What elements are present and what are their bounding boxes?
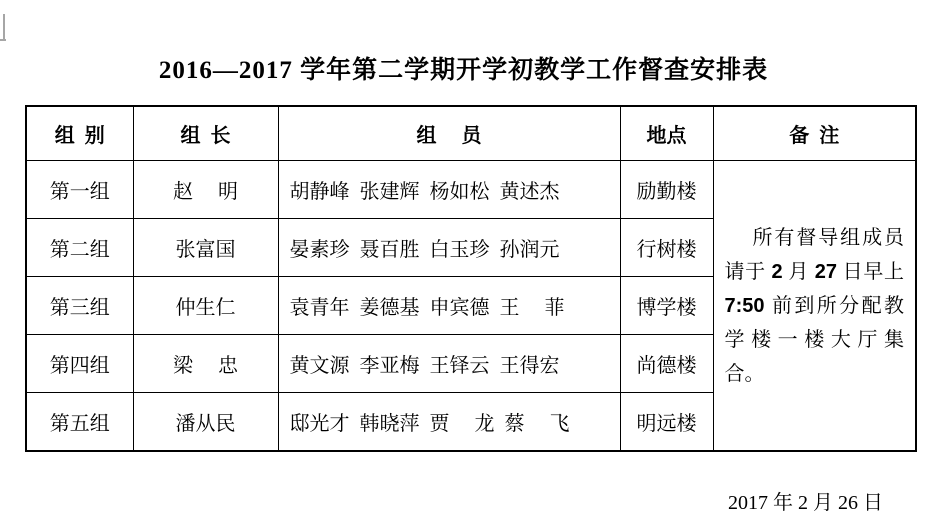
header-members: 组 员 bbox=[278, 106, 620, 161]
leader-cell: 潘从民 bbox=[133, 393, 278, 452]
table-row bbox=[26, 161, 916, 219]
members-cell: 邸光才 韩晓萍 贾 龙 蔡 飞 bbox=[278, 393, 620, 452]
members-cell: 胡静峰 张建辉 杨如松 黄述杰 bbox=[278, 161, 620, 219]
leader-cell: 仲生仁 bbox=[133, 277, 278, 335]
group-cell: 第二组 bbox=[26, 219, 133, 277]
members-cell: 黄文源 李亚梅 王铎云 王得宏 bbox=[278, 335, 620, 393]
members-cell: 晏素珍 聂百胜 白玉珍 孙润元 bbox=[278, 219, 620, 277]
location-cell: 尚德楼 bbox=[620, 335, 713, 393]
location-cell: 博学楼 bbox=[620, 277, 713, 335]
header-location: 地点 bbox=[620, 106, 713, 161]
header-row bbox=[26, 106, 916, 161]
header-group: 组 别 bbox=[26, 106, 133, 161]
location-cell: 明远楼 bbox=[620, 393, 713, 452]
page-title: 2016—2017 学年第二学期开学初教学工作督查安排表 bbox=[158, 57, 769, 84]
location-cell: 行树楼 bbox=[620, 219, 713, 277]
header-remarks: 备 注 bbox=[713, 106, 916, 161]
leader-cell: 赵 明 bbox=[133, 161, 278, 219]
footer-date: 2017 年 2 月 26 日 bbox=[728, 492, 883, 514]
page-corner-mark-vertical bbox=[3, 14, 5, 40]
group-cell: 第三组 bbox=[26, 277, 133, 335]
location-cell: 励勤楼 bbox=[620, 161, 713, 219]
group-cell: 第五组 bbox=[26, 393, 133, 452]
leader-cell: 梁 忠 bbox=[133, 335, 278, 393]
page-corner-mark-horizontal bbox=[0, 39, 6, 41]
supervision-schedule-table bbox=[25, 105, 917, 452]
header-leader: 组 长 bbox=[133, 106, 278, 161]
remarks-cell bbox=[713, 161, 916, 452]
members-cell: 袁青年 姜德基 申宾德 王 菲 bbox=[278, 277, 620, 335]
remarks-text: 所有督导组成员请于 2 月 27 日早上 7:50 前到所分配教学楼一楼大厅集合。 bbox=[724, 226, 905, 385]
leader-cell: 张富国 bbox=[133, 219, 278, 277]
group-cell: 第四组 bbox=[26, 335, 133, 393]
group-cell: 第一组 bbox=[26, 161, 133, 219]
